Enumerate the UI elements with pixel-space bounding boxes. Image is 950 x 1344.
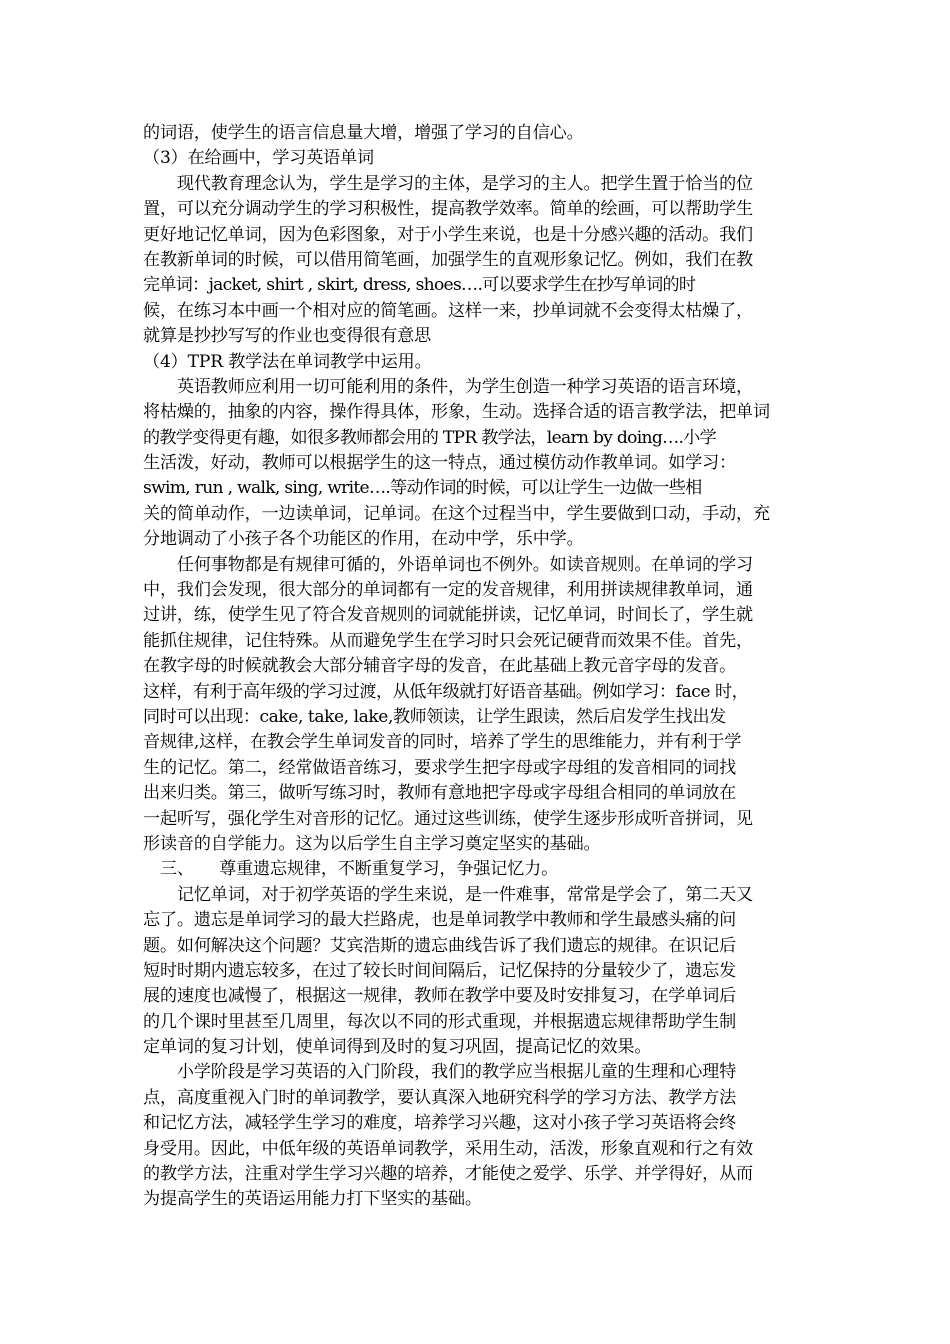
text-line: 音规律,这样，在教会学生单词发音的同时，培养了学生的思维能力，并有利于学 (143, 732, 742, 753)
text-line: 形读音的自学能力。这为以后学生自主学习奠定坚实的基础。 (143, 833, 601, 854)
text-line: 生活泼，好动，教师可以根据学生的这一特点，通过模仿动作教单词。如学习： (143, 453, 737, 474)
text-line: 展的速度也减慢了，根据这一规律，教师在教学中要及时安排复习，在学单词后 (143, 986, 737, 1007)
text-line: 为提高学生的英语运用能力打下坚实的基础。 (143, 1189, 482, 1210)
text-line: 的教学方法，注重对学生学习兴趣的培养，才能使之爱学、乐学、并学得好，从而 (143, 1164, 753, 1185)
text-line: 忘了。遗忘是单词学习的最大拦路虎，也是单词教学中教师和学生最感头痛的问 (143, 910, 737, 931)
text-line: 的几个课时里甚至几周里，每次以不同的形式重现，并根据遗忘规律帮助学生制 (143, 1011, 737, 1032)
text-line: 置，可以充分调动学生的学习积极性，提高教学效率。简单的绘画，可以帮助学生 (143, 199, 753, 220)
text-line: 一起听写，强化学生对音形的记忆。通过这些训练，使学生逐步形成听音拼词，见 (143, 808, 753, 829)
document-page (143, 121, 809, 1213)
text-line: 关的简单动作，一边读单词，记单词。在这个过程当中，学生要做到口动，手动，充 (143, 503, 770, 524)
text-line: 在教字母的时候就教会大部分辅音字母的发音，在此基础上教元音字母的发音。 (143, 656, 737, 677)
text-line: 现代教育理念认为，学生是学习的主体，是学习的主人。把学生置于恰当的位 (143, 173, 753, 194)
text-line: 就算是抄抄写写的作业也变得很有意思 (143, 326, 432, 347)
text-line: 将枯燥的，抽象的内容，操作得具体，形象，生动。选择合适的语言教学法，把单词 (143, 402, 770, 423)
text-line: 身受用。因此，中低年级的英语单词教学，采用生动，活泼，形象直观和行之有效 (143, 1138, 753, 1159)
text-line: 记忆单词，对于初学英语的学生来说，是一件难事，常常是学会了，第二天又 (143, 884, 753, 905)
text-line: 候，在练习本中画一个相对应的简笔画。这样一来，抄单词就不会变得太枯燥了， (143, 300, 753, 321)
text-line: 和记忆方法，减轻学生学习的难度，培养学习兴趣，这对小孩子学习英语将会终 (143, 1113, 737, 1134)
text-line: 的教学变得更有趣，如很多教师都会用的 TPR 教学法，learn by doing….小学 (143, 427, 716, 448)
section-heading: 三、 尊重遗忘规律，不断重复学习，争强记忆力。 (143, 859, 559, 880)
text-line: 定单词的复习计划，使单词得到及时的复习巩固，提高记忆的效果。 (143, 1037, 652, 1058)
text-line: swim, run , walk, sing, write….等动作词的时候，可以让学生一边做一些相 (143, 478, 702, 499)
text-line: 过讲，练，使学生见了符合发音规则的词就能拼读，记忆单词，时间长了，学生就 (143, 605, 753, 626)
text-line: 中，我们会发现，很大部分的单词都有一定的发音规律，利用拼读规律教单词，通 (143, 580, 753, 601)
text-line: 同时可以出现：cake, take, lake,教师领读，让学生跟读，然后启发学生找出发 (143, 706, 726, 727)
text-line: 短时时期内遗忘较多，在过了较长时间间隔后，记忆保持的分量较少了，遗忘发 (143, 960, 737, 981)
text-line: 完单词：jacket, shirt , skirt, dress, shoes….可以要求学生在抄写单词的时 (143, 275, 696, 296)
text-line: 能抓住规律，记住特殊。从而避免学生在学习时只会死记硬背而效果不佳。首先， (143, 630, 753, 651)
text-line: 在教新单词的时候，可以借用简笔画，加强学生的直观形象记忆。例如，我们在教 (143, 249, 753, 270)
text-line: 英语教师应利用一切可能利用的条件，为学生创造一种学习英语的语言环境， (143, 376, 753, 397)
text-line: 出来归类。第三，做听写练习时，教师有意地把字母或字母组合相同的单词放在 (143, 783, 737, 804)
text-line: 的词语，使学生的语言信息量大增，增强了学习的自信心。 (143, 123, 584, 143)
text-line: 这样，有利于高年级的学习过渡，从低年级就打好语音基础。例如学习：face 时， (143, 681, 749, 702)
text-line: 更好地记忆单词，因为色彩图象，对于小学生来说，也是十分感兴趣的活动。我们 (143, 224, 753, 245)
subheading-3: （3）在给画中，学习英语单词 (143, 148, 374, 169)
text-line: 任何事物都是有规律可循的，外语单词也不例外。如读音规则。在单词的学习 (143, 554, 753, 575)
subheading-4: （4）TPR 教学法在单词教学中运用。 (143, 351, 432, 372)
text-line: 点，高度重视入门时的单词教学，要认真深入地研究科学的学习方法、教学方法 (143, 1087, 737, 1108)
text-line: 题。如何解决这个问题？艾宾浩斯的遗忘曲线告诉了我们遗忘的规律。在识记后 (143, 935, 737, 956)
text-line: 分地调动了小孩子各个功能区的作用，在动中学，乐中学。 (143, 529, 584, 550)
text-line: 小学阶段是学习英语的入门阶段，我们的教学应当根据儿童的生理和心理特 (143, 1062, 737, 1083)
text-line: 生的记忆。第二，经常做语音练习，要求学生把字母或字母组的发音相同的词找 (143, 757, 737, 778)
